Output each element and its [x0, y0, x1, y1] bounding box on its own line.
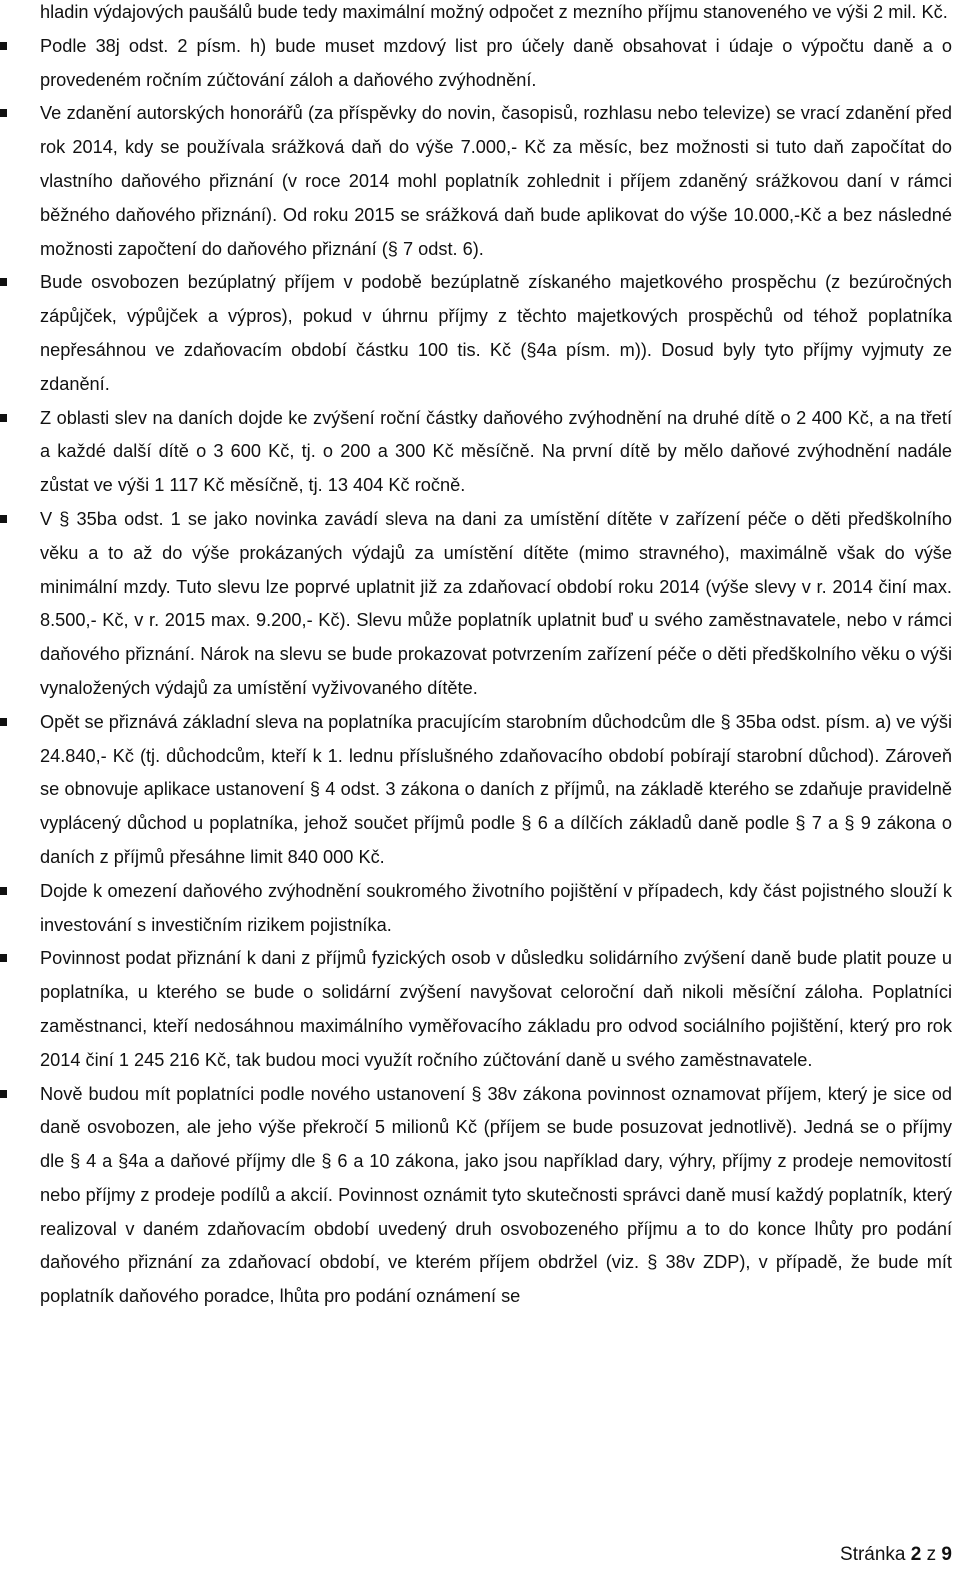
- list-item-text: Bude osvobozen bezúplatný příjem v podobě bezúplatně získaného majetkového prospěchu (z bezúročných zápůjček, výpůjček a výpros), pokud v úhrnu příjmy z těchto majetkových prospěchů od téhož poplatníka nepřesáhnou ve zdaňovacím období částku 100 tis. Kč (§4a písm. m)). Dosud byly tyto příjmy vyjmuty ze zdanění.: [40, 272, 952, 394]
- list-item: [40, 942, 952, 1077]
- list-item: [40, 97, 952, 266]
- document-body: [40, 0, 952, 1314]
- square-bullet-icon: [0, 718, 7, 726]
- list-item-text: Opět se přiznává základní sleva na poplatníka pracujícím starobním důchodcům dle § 35ba odst. písm. a) ve výši 24.840,- Kč (tj. důchodcům, kteří k 1. lednu příslušného zdaňovacího období pobírají starobní důchod). Zároveň se obnovuje aplikace ustanovení § 4 odst. 3 zákona o daních z příjmů, na základě kterého se zdaňuje pravidelně vyplácený důchod u poplatníka, jehož součet příjmů podle § 6 a dílčích základů daně podle § 7 a § 9 zákona o daních z příjmů přesáhne limit 840 000 Kč.: [40, 711, 952, 867]
- list-item-text: Podle 38j odst. 2 písm. h) bude muset mzdový list pro účely daně obsahovat i údaje o výpočtu daně a o provedeném ročním zúčtování záloh a daňového zvýhodnění.: [40, 35, 952, 90]
- list-item: [40, 402, 952, 503]
- list-item: [40, 503, 952, 706]
- continuation-paragraph: hladin výdajových paušálů bude tedy maximální možný odpočet z mezního příjmu stanoveného ve výši 2 mil. Kč.: [40, 2, 948, 22]
- page-label: Stránka: [840, 1544, 906, 1565]
- list-item: [40, 30, 952, 98]
- square-bullet-icon: [0, 42, 7, 50]
- square-bullet-icon: [0, 954, 7, 962]
- list-item-text: Z oblasti slev na daních dojde ke zvýšení roční částky daňového zvýhodnění na druhé dítě o 2 400 Kč, a na třetí a každé další dítě o 3 600 Kč, tj. o 200 a 300 Kč měsíčně. Na první dítě by mělo daňové zvýhodnění nadále zůstat ve výši 1 117 Kč měsíčně, tj. 13 404 Kč ročně.: [40, 407, 952, 496]
- list-item-text: Povinnost podat přiznání k dani z příjmů fyzických osob v důsledku solidárního zvýšení daně bude platit pouze u poplatníka, u kterého se bude o solidární zvýšení navyšovat celoroční daň nikoli měsíční záloha. Poplatníci zaměstnanci, kteří nedosáhnou maximálního vyměřovacího základu pro odvod sociálního pojištění, který pro rok 2014 činí 1 245 216 Kč, tak budou moci využít ročního zúčtování daně u svého zaměstnavatele.: [40, 948, 952, 1070]
- square-bullet-icon: [0, 109, 7, 117]
- square-bullet-icon: [0, 414, 7, 422]
- list-item-text: Dojde k omezení daňového zvýhodnění soukromého životního pojištění v případech, kdy část pojistného slouží k investování s investičním rizikem pojistníka.: [40, 880, 952, 935]
- list-item: [40, 875, 952, 943]
- page-number-footer: [840, 1541, 952, 1569]
- list-item: [40, 706, 952, 875]
- total-pages-number: 9: [941, 1544, 952, 1565]
- current-page-number: 2: [910, 1544, 922, 1565]
- square-bullet-icon: [0, 278, 7, 286]
- list-item-text: V § 35ba odst. 1 se jako novinka zavádí sleva na dani za umístění dítěte v zařízení péče o děti předškolního věku a to až do výše prokázaných výdajů za umístění dítěte (mimo stravného), maximálně však do výše minimální mzdy. Tuto slevu lze poprvé uplatnit již za zdaňovací období roku 2014 (výše slevy v r. 2014 činí max. 8.500,- Kč, v r. 2015 max. 9.200,- Kč). Slevu může poplatník uplatnit buď u svého zaměstnavatele, nebo v rámci daňového přiznání. Nárok na slevu se bude prokazovat potvrzením zařízení péče o děti předškolního věku o výši vynaložených výdajů za umístění vyživovaného dítěte.: [40, 508, 952, 698]
- square-bullet-icon: [0, 887, 7, 895]
- page-separator: z: [926, 1544, 937, 1565]
- square-bullet-icon: [0, 515, 7, 523]
- list-item: [40, 266, 952, 401]
- list-item-text: Nově budou mít poplatníci podle nového ustanovení § 38v zákona povinnost oznamovat příjem, který je sice od daně osvobozen, ale jeho výše překročí 5 milionů Kč (příjem se bude posuzovat jednotlivě). Jedná se o příjmy dle § 4 a §4a a daňové příjmy dle § 6 a 10 zákona, jako jsou například dary, výhry, příjmy z prodeje nemovitostí nebo příjmy z prodeje podílů a akcií. Povinnost oznámit tyto skutečnosti správci daně musí každý poplatník, který realizoval v daném zdaňovacím období uvedený druh osvobozeného příjmu a to do konce lhůty pro podání daňového přiznání za zdaňovací období, ve kterém příjem obdržel (viz. § 38v ZDP), v případě, že bude mít poplatník daňového poradce, lhůta pro podání oznámení se: [40, 1083, 952, 1307]
- list-item: [40, 1078, 952, 1315]
- square-bullet-icon: [0, 1090, 7, 1098]
- list-item-text: Ve zdanění autorských honorářů (za příspěvky do novin, časopisů, rozhlasu nebo televize) se vrací zdanění před rok 2014, kdy se používala srážková daň do výše 7.000,- Kč za měsíc, bez možnosti si tuto daň započítat do vlastního daňového přiznání (v roce 2014 mohl poplatník zohlednit i příjem zdaněný srážkovou daní v rámci běžného daňového přiznání). Od roku 2015 se srážková daň bude aplikovat do výše 10.000,-Kč a bez následné možnosti započtení do daňového přiznání (§ 7 odst. 6).: [40, 103, 952, 259]
